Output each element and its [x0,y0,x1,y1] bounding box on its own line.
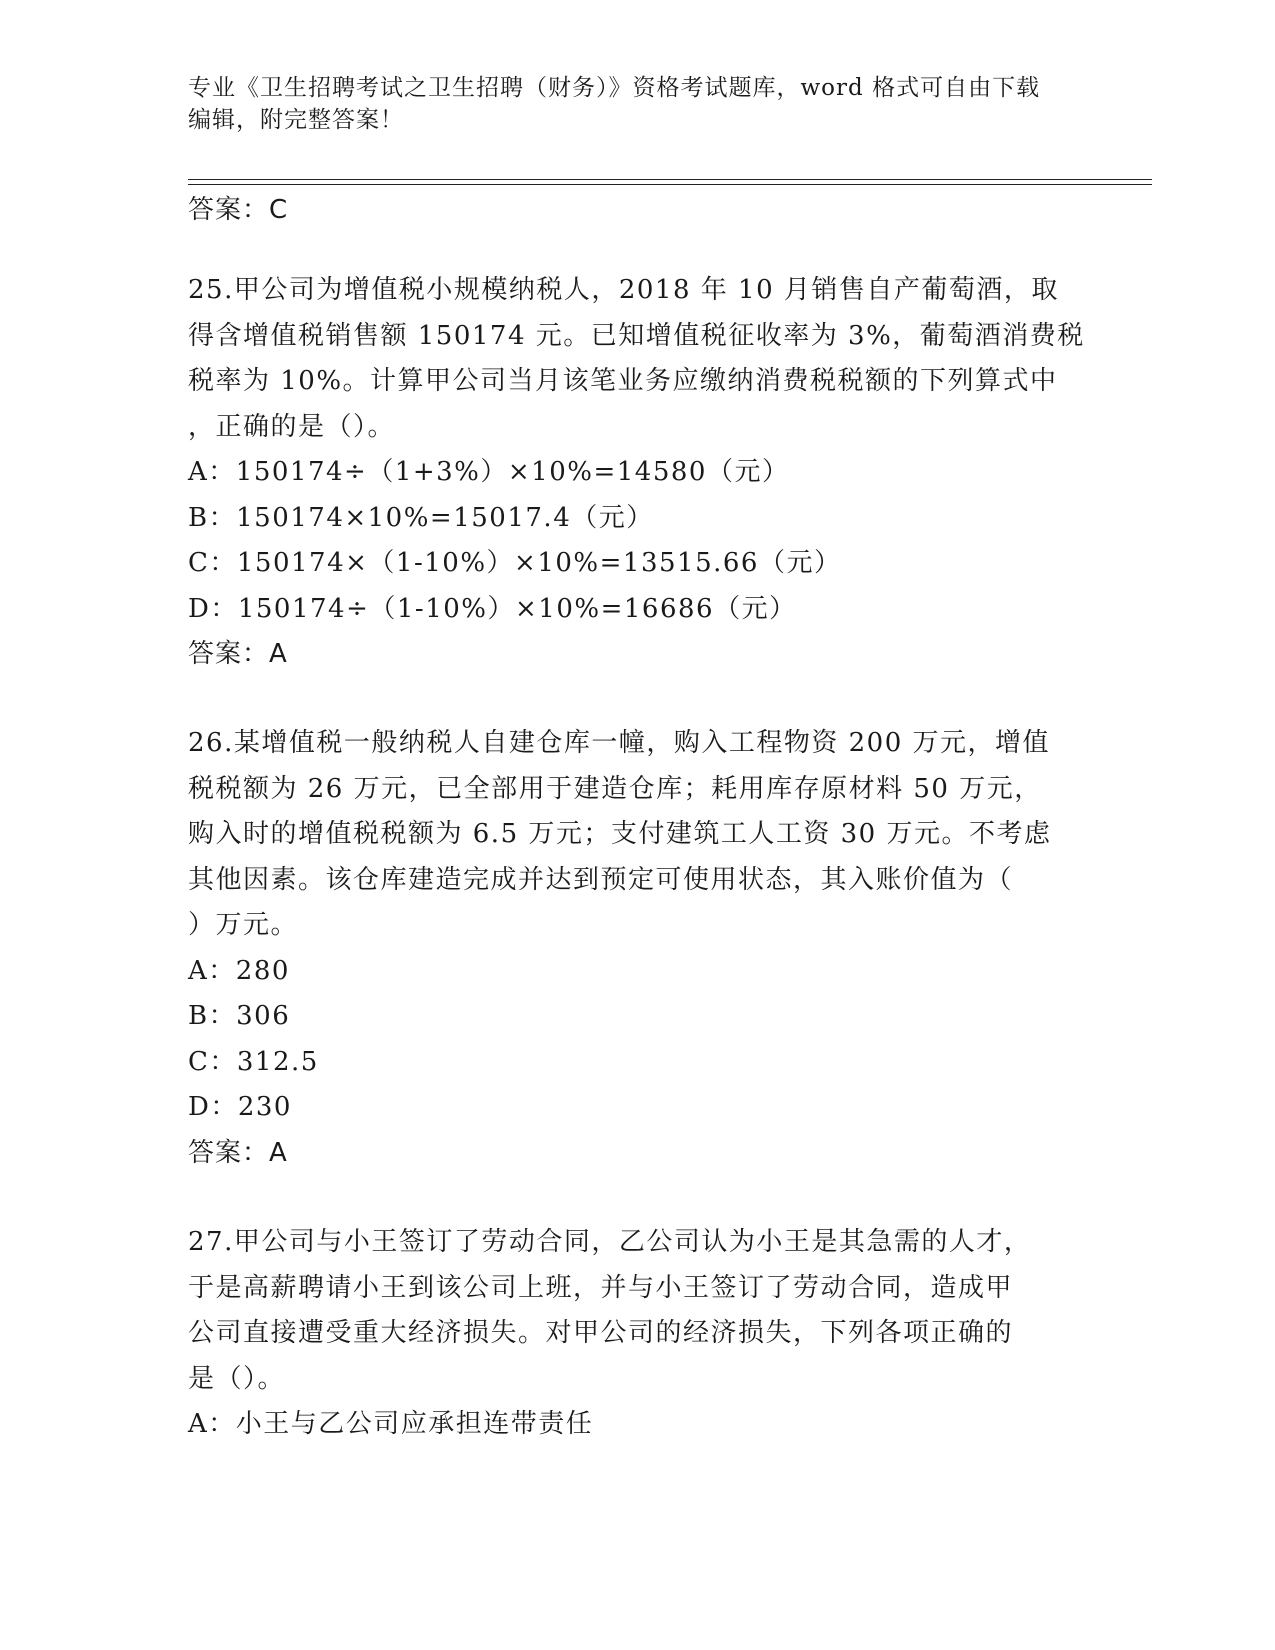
option-c: C：312.5 [188,1046,319,1077]
answer: 答案：A [188,1137,288,1168]
question-text-line: 税税额为 26 万元，已全部用于建造仓库；耗用库存原材料 50 万元， [188,773,1042,804]
option-b: B：150174×10%=15017.4（元） [188,502,654,533]
question-26 [188,721,1088,1176]
option-b: B：306 [188,1001,291,1031]
option-c: C：150174×（1-10%）×10%=13515.66（元） [188,548,842,578]
previous-answer: 答案：C [188,195,289,225]
option-a: A：280 [188,955,290,986]
question-27 [188,1220,1088,1448]
question-text-line: ，正确的是（）。 [188,411,396,442]
header-line-2: 编辑，附完整答案！ [188,107,404,133]
question-text-line: 税率为 10%。计算甲公司当月该笔业务应缴纳消费税税额的下列算式中 [188,366,1058,396]
question-text-line: 26.某增值税一般纳税人自建仓库一幢，购入工程物资 200 万元，增值 [188,728,1051,758]
question-text-line: ）万元。 [188,910,299,940]
question-text-line: 27.甲公司与小王签订了劳动合同，乙公司认为小王是其急需的人才， [188,1227,1032,1257]
question-text-line: 是（）。 [188,1363,286,1394]
question-text-line: 公司直接遭受重大经济损失。对甲公司的经济损失，下列各项正确的 [188,1318,1014,1348]
document-header [188,72,1068,136]
header-divider-top [188,179,1152,180]
question-text-line: 于是高薪聘请小王到该公司上班，并与小王签订了劳动合同，造成甲 [188,1272,1014,1303]
question-text-line: 25.甲公司为增值税小规模纳税人，2018 年 10 月销售自产葡萄酒，取 [188,275,1059,305]
answer: 答案：A [188,639,288,669]
question-text-line: 得含增值税销售额 150174 元。已知增值税征收率为 3%，葡萄酒消费税 [188,320,1085,351]
header-line-1: 专业《卫生招聘考试之卫生招聘（财务）》资格考试题库，word 格式可自由下载 [188,75,1041,101]
option-a: A：150174÷（1+3%）×10%=14580（元） [188,457,790,487]
option-d: D：150174÷（1-10%）×10%=16686（元） [188,593,797,624]
option-a: A：小王与乙公司应承担连带责任 [188,1409,594,1439]
question-text-line: 购入时的增值税税额为 6.5 万元；支付建筑工人工资 30 万元。不考虑 [188,819,1052,849]
header-divider-bottom [188,184,1152,185]
question-25 [188,268,1088,678]
question-text-line: 其他因素。该仓库建造完成并达到预定可使用状态，其入账价值为（ [188,864,1014,895]
option-d: D：230 [188,1092,292,1122]
